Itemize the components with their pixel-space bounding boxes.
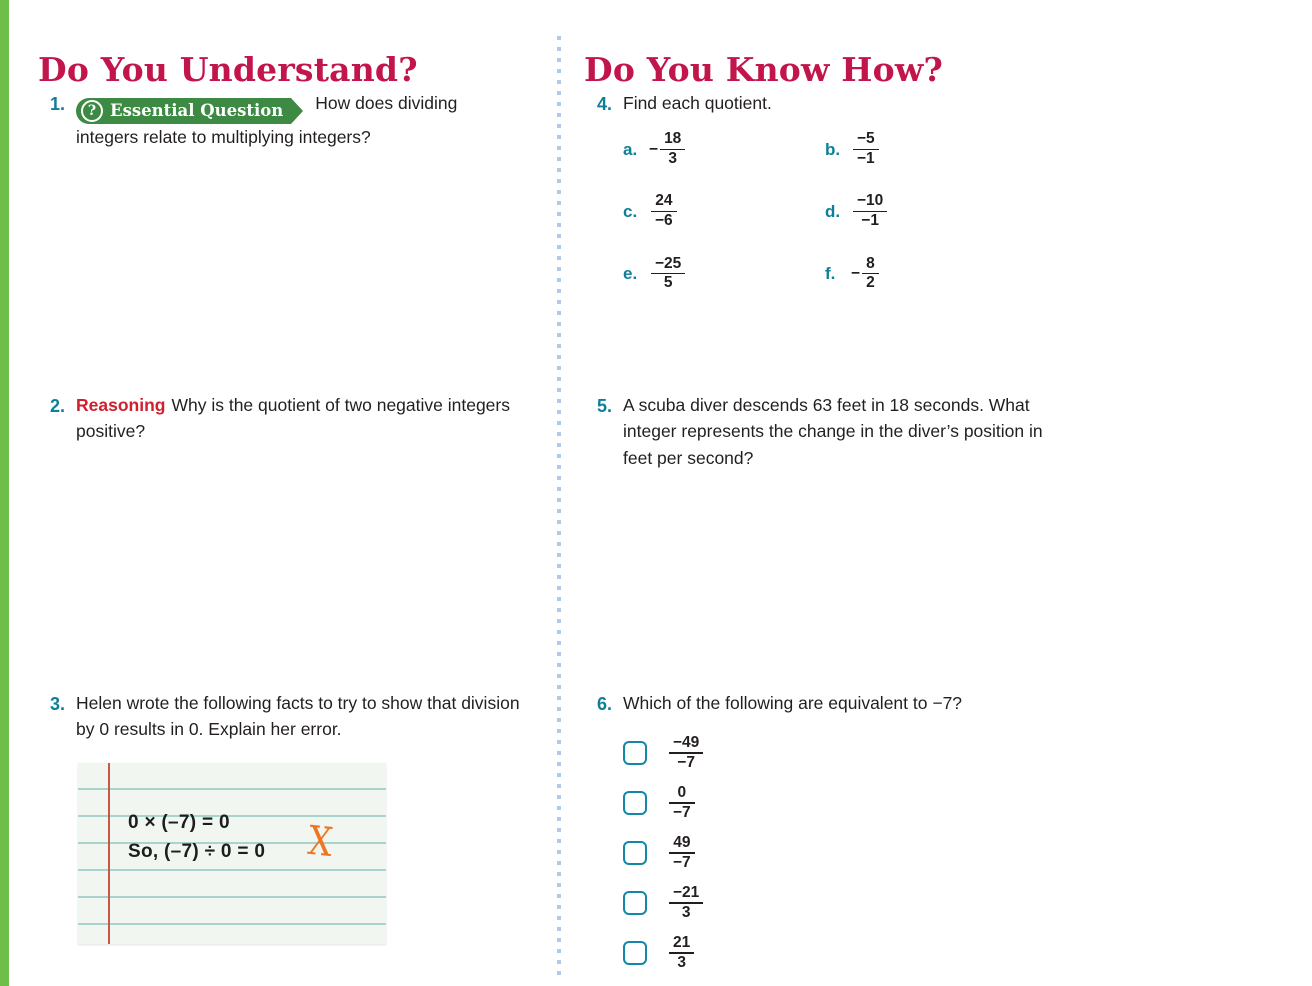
fraction-stack — [651, 255, 685, 293]
question-number: 5. — [597, 396, 613, 416]
notebook-margin-line — [108, 763, 110, 944]
question-content — [623, 90, 1103, 293]
question-block-4 — [597, 90, 1103, 293]
essential-question-badge — [76, 98, 291, 124]
question-block-2 — [50, 392, 538, 445]
part-label: e. — [623, 263, 638, 283]
question-text: A scuba diver descends 63 feet in 18 seconds. What integer represents the change in the diver’s position in feet per second? — [623, 395, 1043, 468]
numerator: −5 — [857, 130, 875, 148]
question-number: 2. — [50, 396, 66, 416]
numerator: 8 — [866, 254, 875, 272]
fraction-prefix: − — [851, 265, 861, 283]
fraction-stack — [853, 192, 887, 230]
denominator: −6 — [655, 212, 673, 230]
question-content — [76, 90, 508, 150]
denominator: 5 — [663, 274, 673, 292]
question-number: 4. — [597, 94, 613, 114]
question-text: Helen wrote the following facts to try to show that division by 0 results in 0. Explain her error. — [76, 693, 520, 740]
question-block-6 — [597, 690, 1103, 978]
numerator: 49 — [673, 834, 691, 852]
fraction — [851, 255, 879, 293]
fraction-stack — [660, 130, 685, 168]
fraction-stack — [853, 130, 879, 168]
notebook-line: 0 × (–7) = 0 — [128, 812, 230, 833]
quotient-item-a — [623, 130, 825, 168]
question-mark-icon: ? — [81, 100, 103, 122]
quotient-item-c — [623, 192, 825, 230]
quotient-item-d — [825, 192, 1103, 230]
numerator: 21 — [673, 934, 691, 952]
question-block-1 — [50, 90, 508, 150]
question-text: Which of the following are equivalent to −7? — [623, 693, 963, 713]
numerator: −10 — [857, 192, 884, 210]
denominator: 3 — [668, 150, 677, 168]
column-divider — [557, 36, 561, 980]
quotient-grid — [623, 130, 1103, 292]
denominator: −7 — [673, 854, 691, 872]
question-text: Find each quotient. — [623, 93, 772, 113]
fraction-stack — [669, 884, 703, 922]
numerator: 0 — [677, 784, 687, 802]
notebook-work — [128, 809, 265, 866]
answer-option-2 — [623, 778, 1103, 828]
part-label: a. — [623, 139, 638, 159]
numerator: −21 — [673, 884, 700, 902]
fraction-stack — [669, 834, 695, 872]
answer-option-1 — [623, 728, 1103, 778]
option-checkbox[interactable] — [623, 891, 647, 915]
reasoning-label: Reasoning — [76, 395, 166, 415]
fraction-stack — [651, 192, 677, 230]
numerator: −49 — [673, 734, 700, 752]
quotient-item-e — [623, 255, 825, 293]
answer-options — [623, 728, 1103, 978]
part-label: d. — [825, 201, 841, 221]
badge-label: Essential Question — [110, 100, 284, 120]
part-label: b. — [825, 139, 841, 159]
quotient-item-f — [825, 255, 1103, 293]
question-block-3 — [50, 690, 524, 743]
page-edge-bar — [0, 0, 9, 986]
quotient-item-b — [825, 130, 1103, 168]
part-label: f. — [825, 263, 836, 283]
fraction-stack — [862, 255, 879, 293]
numerator: 24 — [655, 192, 673, 210]
fraction-stack — [669, 734, 703, 772]
option-checkbox[interactable] — [623, 741, 647, 765]
notebook-paper — [78, 763, 386, 944]
question-number: 1. — [50, 94, 66, 114]
denominator: 3 — [677, 954, 686, 972]
denominator: −7 — [677, 754, 695, 772]
notebook-line: So, (–7) ÷ 0 = 0 — [128, 840, 266, 862]
fraction — [649, 192, 677, 230]
option-checkbox[interactable] — [623, 941, 647, 965]
option-checkbox[interactable] — [623, 791, 647, 815]
question-text: How does dividing integers relate to multiplying integers? — [76, 93, 458, 147]
left-column-heading: Do You Understand? — [38, 50, 418, 90]
denominator: −7 — [673, 804, 691, 822]
error-x-mark: X — [305, 817, 335, 867]
question-content — [76, 392, 538, 445]
question-number: 6. — [597, 694, 613, 714]
fraction-prefix: − — [649, 140, 659, 158]
question-content — [76, 690, 524, 743]
question-content — [623, 392, 1047, 471]
fraction-stack — [669, 934, 694, 972]
part-label: c. — [623, 201, 638, 221]
denominator: −1 — [857, 150, 875, 168]
question-block-5 — [597, 392, 1047, 471]
fraction-stack — [669, 784, 695, 822]
question-number: 3. — [50, 694, 66, 714]
fraction — [649, 255, 685, 293]
answer-option-5 — [623, 928, 1103, 978]
numerator: −25 — [655, 254, 682, 272]
denominator: 2 — [866, 274, 875, 292]
numerator: 18 — [664, 130, 682, 148]
question-text: Why is the quotient of two negative integers positive? — [76, 395, 510, 442]
fraction — [851, 192, 887, 230]
answer-option-4 — [623, 878, 1103, 928]
fraction — [649, 130, 685, 168]
denominator: −1 — [861, 212, 879, 230]
fraction — [851, 130, 879, 168]
right-column-heading: Do You Know How? — [584, 50, 944, 90]
denominator: 3 — [681, 904, 691, 922]
answer-option-3 — [623, 828, 1103, 878]
question-content — [623, 690, 1103, 978]
option-checkbox[interactable] — [623, 841, 647, 865]
